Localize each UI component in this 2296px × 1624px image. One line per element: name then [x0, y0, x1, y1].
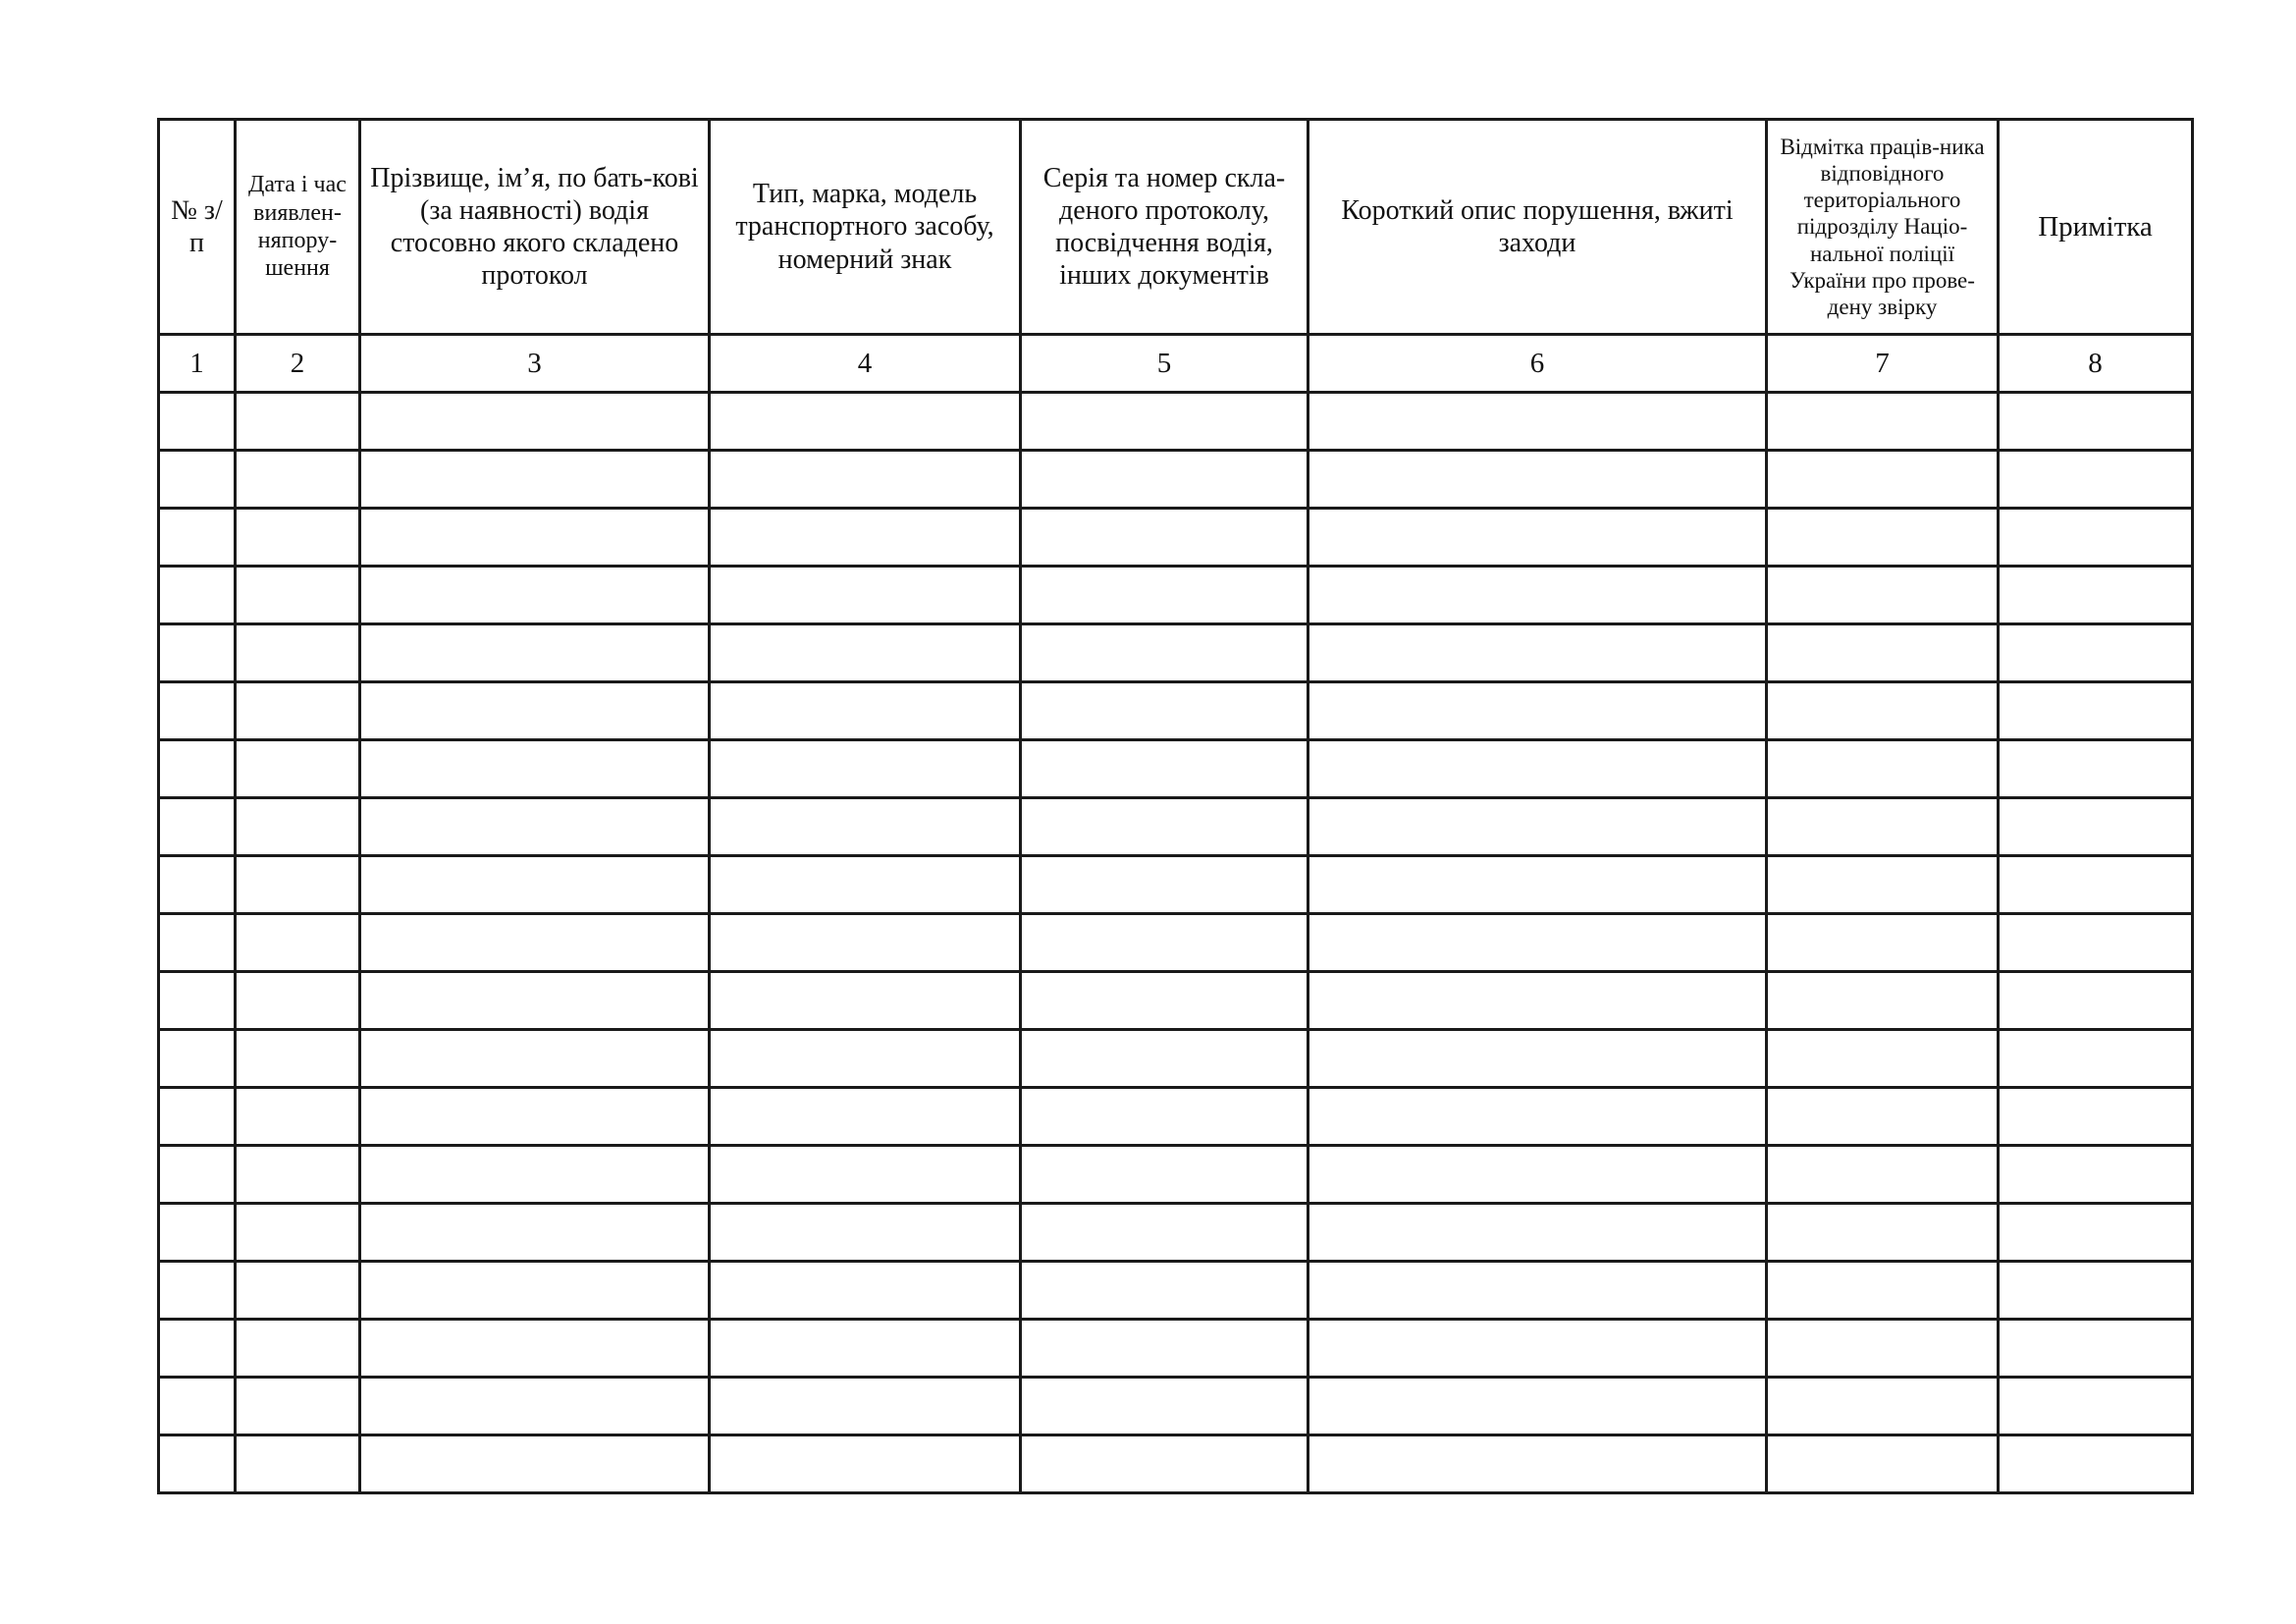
table-cell-col-6[interactable] [1308, 1435, 1767, 1493]
table-cell-col-7[interactable] [1767, 393, 1999, 451]
table-cell-col-3[interactable] [360, 1030, 710, 1088]
table-cell-col-2[interactable] [236, 914, 360, 972]
table-cell-col-1[interactable] [159, 1262, 236, 1320]
header-protocol-series: Серія та номер скла-деного протоколу, посвідчення водія, інших документів [1021, 120, 1308, 335]
table-cell-col-1[interactable] [159, 798, 236, 856]
table-cell-col-4[interactable] [710, 1088, 1021, 1146]
table-cell-col-2[interactable] [236, 1146, 360, 1204]
table-cell-col-6[interactable] [1308, 1320, 1767, 1378]
table-cell-col-8[interactable] [1999, 740, 2193, 798]
table-cell-col-4[interactable] [710, 1435, 1021, 1493]
table-cell-col-7[interactable] [1767, 972, 1999, 1030]
table-cell-col-6[interactable] [1308, 567, 1767, 624]
table-cell-col-6[interactable] [1308, 1262, 1767, 1320]
table-cell-col-5[interactable] [1021, 682, 1308, 740]
table-cell-col-6[interactable] [1308, 740, 1767, 798]
table-cell-col-8[interactable] [1999, 393, 2193, 451]
column-number: 6 [1308, 335, 1767, 393]
table-cell-col-8[interactable] [1999, 914, 2193, 972]
table-cell-col-8[interactable] [1999, 1030, 2193, 1088]
table-cell-col-6[interactable] [1308, 972, 1767, 1030]
table-cell-col-1[interactable] [159, 451, 236, 509]
table-cell-col-6[interactable] [1308, 509, 1767, 567]
table-cell-col-7[interactable] [1767, 1030, 1999, 1088]
table-cell-col-5[interactable] [1021, 1262, 1308, 1320]
table-cell-col-4[interactable] [710, 682, 1021, 740]
table-row [159, 1435, 2193, 1493]
column-number: 4 [710, 335, 1021, 393]
table-cell-col-2[interactable] [236, 393, 360, 451]
table-cell-col-1[interactable] [159, 1146, 236, 1204]
table-cell-col-1[interactable] [159, 509, 236, 567]
table-cell-col-8[interactable] [1999, 856, 2193, 914]
table-cell-col-2[interactable] [236, 624, 360, 682]
column-number: 1 [159, 335, 236, 393]
table-cell-col-8[interactable] [1999, 972, 2193, 1030]
table-cell-col-4[interactable] [710, 740, 1021, 798]
table-cell-col-1[interactable] [159, 1088, 236, 1146]
table-cell-col-8[interactable] [1999, 1435, 2193, 1493]
header-detection-datetime: Дата і час виявлен-няпору-шення [236, 120, 360, 335]
table-cell-col-8[interactable] [1999, 1378, 2193, 1435]
table-cell-col-8[interactable] [1999, 624, 2193, 682]
table-row [159, 972, 2193, 1030]
column-number: 5 [1021, 335, 1308, 393]
table-cell-col-4[interactable] [710, 1030, 1021, 1088]
table-row [159, 567, 2193, 624]
table-cell-col-6[interactable] [1308, 856, 1767, 914]
table-cell-col-3[interactable] [360, 567, 710, 624]
table-cell-col-8[interactable] [1999, 1262, 2193, 1320]
table-cell-col-2[interactable] [236, 451, 360, 509]
column-number: 8 [1999, 335, 2193, 393]
table-cell-col-3[interactable] [360, 509, 710, 567]
table-cell-col-3[interactable] [360, 1320, 710, 1378]
table-cell-col-6[interactable] [1308, 798, 1767, 856]
table-cell-col-7[interactable] [1767, 1204, 1999, 1262]
table-cell-col-5[interactable] [1021, 567, 1308, 624]
table-cell-col-6[interactable] [1308, 914, 1767, 972]
table-cell-col-7[interactable] [1767, 740, 1999, 798]
table-cell-col-7[interactable] [1767, 1378, 1999, 1435]
table-cell-col-6[interactable] [1308, 1146, 1767, 1204]
table-cell-col-3[interactable] [360, 856, 710, 914]
table-cell-col-5[interactable] [1021, 972, 1308, 1030]
table-cell-col-5[interactable] [1021, 1088, 1308, 1146]
table-cell-col-4[interactable] [710, 972, 1021, 1030]
header-driver-name: Прізвище, ім’я, по бать-кові (за наявності) водія стосовно якого складено протокол [360, 120, 710, 335]
table-cell-col-6[interactable] [1308, 624, 1767, 682]
table-cell-col-3[interactable] [360, 1435, 710, 1493]
table-row [159, 509, 2193, 567]
table-cell-col-2[interactable] [236, 567, 360, 624]
table-cell-col-4[interactable] [710, 567, 1021, 624]
header-row-number: № з/п [159, 120, 236, 335]
header-vehicle-info: Тип, марка, модель транспортного засобу, номерний знак [710, 120, 1021, 335]
table-row [159, 1378, 2193, 1435]
table-row [159, 682, 2193, 740]
table-row [159, 798, 2193, 856]
table-cell-col-8[interactable] [1999, 509, 2193, 567]
column-number: 3 [360, 335, 710, 393]
table-cell-col-3[interactable] [360, 1378, 710, 1435]
table-cell-col-8[interactable] [1999, 682, 2193, 740]
table-cell-col-7[interactable] [1767, 451, 1999, 509]
table-cell-col-4[interactable] [710, 624, 1021, 682]
table-cell-col-1[interactable] [159, 914, 236, 972]
table-cell-col-4[interactable] [710, 509, 1021, 567]
table-cell-col-2[interactable] [236, 1204, 360, 1262]
table-cell-col-1[interactable] [159, 393, 236, 451]
table-cell-col-8[interactable] [1999, 567, 2193, 624]
table-cell-col-8[interactable] [1999, 1088, 2193, 1146]
table-cell-col-7[interactable] [1767, 798, 1999, 856]
table-cell-col-1[interactable] [159, 1435, 236, 1493]
table-cell-col-1[interactable] [159, 972, 236, 1030]
column-number: 7 [1767, 335, 1999, 393]
table-cell-col-2[interactable] [236, 740, 360, 798]
table-row [159, 856, 2193, 914]
table-cell-col-5[interactable] [1021, 624, 1308, 682]
table-cell-col-2[interactable] [236, 798, 360, 856]
table-cell-col-7[interactable] [1767, 1262, 1999, 1320]
table-cell-col-7[interactable] [1767, 1435, 1999, 1493]
table-cell-col-7[interactable] [1767, 1088, 1999, 1146]
table-cell-col-2[interactable] [236, 1030, 360, 1088]
table-cell-col-5[interactable] [1021, 1378, 1308, 1435]
table-cell-col-3[interactable] [360, 1146, 710, 1204]
table-cell-col-4[interactable] [710, 1146, 1021, 1204]
table-cell-col-8[interactable] [1999, 451, 2193, 509]
table-cell-col-6[interactable] [1308, 682, 1767, 740]
table-cell-col-3[interactable] [360, 1262, 710, 1320]
table-cell-col-3[interactable] [360, 1088, 710, 1146]
table-cell-col-3[interactable] [360, 972, 710, 1030]
table-cell-col-7[interactable] [1767, 682, 1999, 740]
table-cell-col-8[interactable] [1999, 1146, 2193, 1204]
table-cell-col-3[interactable] [360, 914, 710, 972]
table-cell-col-6[interactable] [1308, 1204, 1767, 1262]
table-cell-col-7[interactable] [1767, 1320, 1999, 1378]
table-cell-col-7[interactable] [1767, 856, 1999, 914]
table-cell-col-3[interactable] [360, 1204, 710, 1262]
table-cell-col-1[interactable] [159, 740, 236, 798]
table-cell-col-6[interactable] [1308, 451, 1767, 509]
table-cell-col-5[interactable] [1021, 509, 1308, 567]
table-row [159, 914, 2193, 972]
table-row [159, 740, 2193, 798]
table-cell-col-8[interactable] [1999, 798, 2193, 856]
table-cell-col-3[interactable] [360, 798, 710, 856]
table-cell-col-1[interactable] [159, 856, 236, 914]
table-cell-col-5[interactable] [1021, 740, 1308, 798]
table-row [159, 1146, 2193, 1204]
table-cell-col-4[interactable] [710, 1204, 1021, 1262]
table-cell-col-8[interactable] [1999, 1320, 2193, 1378]
table-cell-col-7[interactable] [1767, 509, 1999, 567]
table-cell-col-5[interactable] [1021, 914, 1308, 972]
table-cell-col-6[interactable] [1308, 1378, 1767, 1435]
header-violation-description: Короткий опис порушення, вжиті заходи [1308, 120, 1767, 335]
table-cell-col-7[interactable] [1767, 624, 1999, 682]
table-row [159, 1320, 2193, 1378]
table-cell-col-2[interactable] [236, 1435, 360, 1493]
table-cell-col-6[interactable] [1308, 1030, 1767, 1088]
table-cell-col-5[interactable] [1021, 798, 1308, 856]
table-cell-col-1[interactable] [159, 1030, 236, 1088]
table-row [159, 1088, 2193, 1146]
table-cell-col-5[interactable] [1021, 1204, 1308, 1262]
table-cell-col-1[interactable] [159, 682, 236, 740]
table-cell-col-1[interactable] [159, 1320, 236, 1378]
table-cell-col-5[interactable] [1021, 1435, 1308, 1493]
table-cell-col-1[interactable] [159, 567, 236, 624]
table-row [159, 1262, 2193, 1320]
table-cell-col-7[interactable] [1767, 1146, 1999, 1204]
table-cell-col-2[interactable] [236, 1088, 360, 1146]
table-row [159, 1030, 2193, 1088]
report-form-table [157, 118, 2194, 1494]
table-row [159, 451, 2193, 509]
header-police-verification-mark: Відмітка праців-ника відповідного територіального підрозділу Націо-нальної поліції України про прове-дену звірку [1767, 120, 1999, 335]
table-cell-col-4[interactable] [710, 914, 1021, 972]
table-cell-col-3[interactable] [360, 740, 710, 798]
table-cell-col-1[interactable] [159, 1204, 236, 1262]
table-cell-col-3[interactable] [360, 682, 710, 740]
table-cell-col-5[interactable] [1021, 1146, 1308, 1204]
table-cell-col-2[interactable] [236, 1262, 360, 1320]
table-cell-col-6[interactable] [1308, 393, 1767, 451]
table-cell-col-4[interactable] [710, 1320, 1021, 1378]
table-cell-col-2[interactable] [236, 1378, 360, 1435]
table-cell-col-5[interactable] [1021, 451, 1308, 509]
table-cell-col-8[interactable] [1999, 1204, 2193, 1262]
table-cell-col-2[interactable] [236, 1320, 360, 1378]
table-cell-col-1[interactable] [159, 624, 236, 682]
table-cell-col-4[interactable] [710, 1262, 1021, 1320]
table-cell-col-6[interactable] [1308, 1088, 1767, 1146]
table-cell-col-7[interactable] [1767, 567, 1999, 624]
table-cell-col-4[interactable] [710, 451, 1021, 509]
table-cell-col-5[interactable] [1021, 1320, 1308, 1378]
table-header-row [159, 120, 2193, 335]
table-row [159, 1204, 2193, 1262]
table-cell-col-3[interactable] [360, 624, 710, 682]
table-cell-col-1[interactable] [159, 1378, 236, 1435]
table-cell-col-3[interactable] [360, 451, 710, 509]
table-cell-col-2[interactable] [236, 856, 360, 914]
table-row [159, 624, 2193, 682]
table-cell-col-2[interactable] [236, 509, 360, 567]
column-number-row [159, 335, 2193, 393]
table-cell-col-5[interactable] [1021, 856, 1308, 914]
table-cell-col-5[interactable] [1021, 393, 1308, 451]
column-number: 2 [236, 335, 360, 393]
table-cell-col-7[interactable] [1767, 914, 1999, 972]
table-row [159, 393, 2193, 451]
table-cell-col-2[interactable] [236, 972, 360, 1030]
table-cell-col-5[interactable] [1021, 1030, 1308, 1088]
header-note: Примітка [1999, 120, 2193, 335]
table-cell-col-4[interactable] [710, 856, 1021, 914]
table-cell-col-3[interactable] [360, 393, 710, 451]
table-cell-col-4[interactable] [710, 1378, 1021, 1435]
table-cell-col-2[interactable] [236, 682, 360, 740]
table-cell-col-4[interactable] [710, 393, 1021, 451]
table-body [159, 393, 2193, 1493]
table-cell-col-4[interactable] [710, 798, 1021, 856]
